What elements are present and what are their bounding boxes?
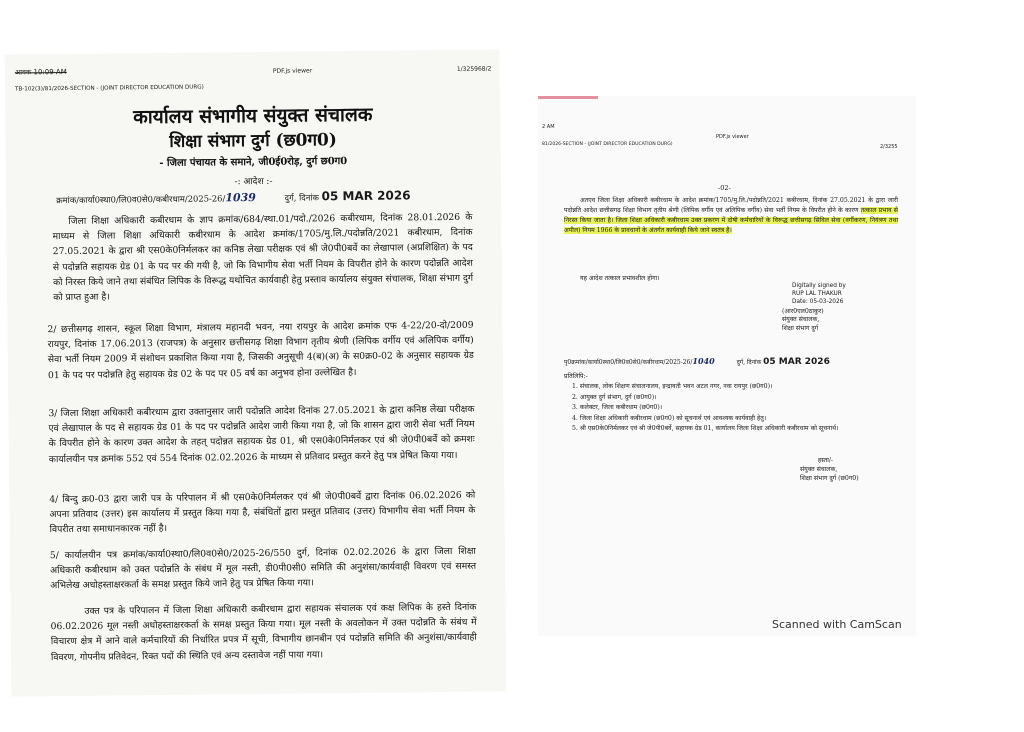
digital-sig-date: Date: 05-03-2026: [792, 299, 844, 305]
order-reference: [56, 187, 496, 206]
inward-stamp-time: आवक 10:09 AM: [14, 67, 67, 77]
paragraph-6-text: उक्त पत्र के परिपालन में जिला शिक्षा अधिकारी कबीरधाम द्वारा सहायक संचालक एवं कक्ष लिपिक के हस्ते दिनांक 06.02.2026 मूल नस्ती अधोहस्ताक्षरकर्ता के समक्ष प्रस्तुत किया गया। मूल नस्ती के अवलोकन में उक्त पदोन्नति के संबंध में विचारण क्षेत्र में आने वाले कर्मचारियों की निर्धारित प्रपत्र में सूची, विभागीय छानबीन एवं पदोन्नति समिति की अनुशंसा/कार्यवाही विवरण, गोपनीय प्रतिवेदन, रिक्त पदों की स्थिति एवं अन्य दस्तावेज नहीं पाया गया।: [50, 601, 477, 663]
paragraph-6: [50, 600, 477, 665]
paragraph-2: [47, 318, 474, 383]
paragraph-5: [50, 544, 476, 594]
scanner-watermark: Scanned with CamScan: [772, 618, 902, 631]
pdf-viewer-label: PDF.js viewer: [272, 67, 313, 75]
paragraph-5-text: 5/ कार्यालयीन पत्र क्रमांक/कार्या0स्था0/लि0व0से0/2025-26/550 दुर्ग, दिनांक 02.02.2026 के द्वारा जिला शिक्षा अधिकारी कबीरधाम को उक्त पदोन्नति के संबंध में मूल नस्ती, डी0पी0सी0 समिति की अनुशंसा/कार्यवाही विवरण एवं समस्त अभिलेख अधोहस्ताक्षरकर्ता के समक्ष प्रस्तुत किये जाने हेतु पत्र प्रेषित किया गया।: [49, 545, 477, 592]
order-ref-number: 1039: [225, 190, 256, 205]
signatory-office: शिक्षा संभाग दुर्ग: [782, 324, 819, 332]
digital-sig-label: Digitally signed by: [792, 283, 846, 289]
document-page-1: [5, 49, 507, 696]
list-item: 5. श्री एस0के0निर्मलकर एवं श्री जे0पी0बर्वे, सहायक ग्रेड 01, कार्यालय जिला शिक्षा अधिकारी कबीरधाम को सूचनार्थ।: [572, 425, 839, 432]
paragraph-3: [48, 402, 475, 467]
list-item: 3. कलेक्टर, जिला कबीरधाम (छ0ग0)।: [572, 404, 663, 411]
cancellation-highlight: तत्काल प्रभाव से निरस्त किया जाता है। जिला शिक्षा अधिकारी कबीरधाम उक्त प्रकरण में दोषी कर्मचारियों के विरूद्ध छत्तीसगढ़ सिविल सेवा (वर्गीकरण, नियंत्रण तथा अपील) नियम 1966 के प्रावधानों के अंतर्गत कार्यवाही किये जाने स्वतंत्र है।: [564, 207, 898, 234]
cancellation-paragraph: [564, 196, 898, 236]
page2-counter: 2/3255: [880, 144, 898, 150]
page2-pdf-viewer-label: PDF.js viewer: [716, 134, 749, 140]
page2-time: 2 AM: [542, 124, 555, 130]
effective-line: यह आदेश तत्काल प्रभावशील होगा।: [580, 275, 660, 282]
list-item: 2. आयुक्त दुर्ग संभाग, दुर्ग (छ0ग0)।: [572, 393, 657, 401]
list-item: 1. संचालक, लोक शिक्षण संचालनालय, इन्द्रावती भवन अटल नगर, नवा रायपुर (छ0ग0)।: [572, 383, 773, 390]
endorsement-reference: [564, 356, 914, 367]
signed-mark: हस्ता/-: [818, 457, 833, 464]
signatory-block-1: [782, 308, 912, 333]
paragraph-1: [52, 210, 473, 306]
paragraph-2-text: 2/ छत्तीसगढ़ शासन, स्कूल शिक्षा विभाग, मंत्रालय महानदी भवन, नया रायपुर के आदेश क्रमांक एफ 4-22/20-दो/2009 रायपुर, दिनांक 17.06.2013 (राजपत्र) के अनुसार छत्तीसगढ़ शिक्षा विभाग तृतीय श्रेणी (लिपिक वर्गीय एवं अलिपिक वर्गीय) सेवा भर्ती नियम 2009 में संशोधन प्रकाशित किया गया है, जिसकी अनुसूची 4(ब)(अ) के स0क्र0-02 के अनुसार सहायक ग्रेड 01 के पद पर पदोन्नति हेतु सहायक ग्रेड 02 के पद पर 05 वर्ष का अनुभव होना उल्लेखित है।: [47, 319, 474, 381]
page-counter: 1/325968/2: [456, 65, 492, 73]
signatory-designation: संयुक्त संचालक,: [782, 316, 820, 324]
signatory-block-2: [800, 456, 910, 483]
signatory2-designation: संयुक्त संचालक,: [800, 466, 838, 473]
digital-signature: [792, 282, 912, 306]
section-header: TB-102(3)/81/2026-SECTION - (JOINT DIRECTOR EDUCATION DURG): [14, 84, 204, 93]
paragraph-1-text: जिला शिक्षा अधिकारी कबीरधाम के ज्ञाप क्रमांक/684/स्था.01/पदो./2026 कबीरधाम, दिनांक 28.01.2026 के माध्यम से जिला शिक्षा अधिकारी कबीरधाम के आदेश क्रमांक/1705/मु.लि./पदोन्नति/2021 कबीरधाम, दिनांक 27.05.2021 के द्वारा श्री एस0के0निर्मलकर का कनिष्ठ लेखा परीक्षक एवं श्री जे0पी0बर्वे का लेखापाल (अप्रशिक्षित) के पद से पदोन्नति सहायक ग्रेड 01 के पद पर की गयी है, जो कि विभागीय सेवा भर्ती नियम के विपरीत होने के कारण पदोन्नति आदेश को निरस्त किये जाने तथा संबंधित लिपिक के विरूद्ध यथोचित कार्यवाही हेतु प्रस्ताव कार्यालय संयुक्त संचालक, शिक्षा संभाग दुर्ग को प्राप्त हुआ है।: [52, 211, 474, 304]
copy-to-label: प्रतिलिपि:-: [564, 373, 588, 380]
endorse-ref-number: 1040: [692, 356, 715, 366]
page-number: -02-: [718, 184, 731, 192]
signatory2-office: शिक्षा संभाग दुर्ग (छ0ग0): [800, 475, 859, 482]
copy-list: [572, 382, 892, 435]
document-page-2: [538, 96, 916, 636]
signatory-name: (आर0एल0ठाकुर): [782, 308, 824, 315]
office-title: कार्यालय संभागीय संयुक्त संचालक: [133, 103, 373, 129]
order-ref-text: क्रमांक/कार्या0स्था0/लि0व0से0/कबीरधाम/2025-26/: [56, 193, 226, 206]
paragraph-4-text: 4/ बिन्दु क्र0-03 द्वारा जारी पत्र के परिपालन में श्री एस0के0निर्मलकर एवं श्री जे0पी0बर्वे द्वारा दिनांक 06.02.2026 को अपना प्रतिवाद (उत्तर) इस कार्यालय में प्रस्तुत किया गया है, संबंधितों द्वारा प्रस्तुत प्रतिवाद (उत्तर) विभागीय सेवा भर्ती नियम के विपरीत तथा समाधानकारक नहीं है।: [49, 489, 476, 536]
order-place-date-label: दुर्ग, दिनांक: [284, 192, 320, 203]
order-heading: -: आदेश :-: [234, 176, 273, 188]
endorse-date-stamp: 05 MAR 2026: [763, 357, 830, 367]
page2-section-header: 81/2026-SECTION - (JOINT DIRECTOR EDUCATION DURG): [542, 142, 673, 147]
office-address: - जिला पंचायत के समाने, जी0ई0रोड़, दुर्ग छ0ग0: [159, 156, 348, 169]
order-date-stamp: 05 MAR 2026: [321, 188, 411, 204]
office-subtitle: शिक्षा संभाग दुर्ग (छ0ग0): [169, 130, 337, 152]
paragraph-3-text: 3/ जिला शिक्षा अधिकारी कबीरधाम द्वारा उक्तानुसार जारी पदोन्नति आदेश दिनांक 27.05.2021 के द्वारा कनिष्ठ लेखा परीक्षक एवं लेखापाल के पद से सहायक ग्रेड 01 के पद पर पदोन्नति आदेश जारी किया गया है, जो कि शासन द्वारा जारी सेवा भर्ती नियम के विपरीत होने के कारण उक्त आदेश के तहत् पदोन्नत सहायक ग्रेड 01, श्री एस0के0निर्मलकर एवं श्री जे0पी0बर्वे को क्रमशः कार्यालयीन पत्र क्रमांक 552 एवं 554 दिनांक 02.02.2026 के माध्यम से प्रतिवाद प्रस्तुत करने हेतु पत्र प्रेषित किया गया।: [48, 403, 475, 465]
list-item: 4. जिला शिक्षा अधिकारी कबीरधाम (छ0ग0) को सूचनार्थ एवं आवश्यक कार्यवाही हेतु।: [572, 414, 767, 422]
paragraph-4: [49, 488, 475, 538]
endorse-ref-text: पृ0क्रमांक/कार्या0स्था0/लि0व0से0/कबीरधाम/2025-26/: [564, 359, 693, 366]
digital-sig-name: RUP LAL THAKUR: [792, 291, 842, 297]
cancellation-text: अतएव जिला शिक्षा अधिकारी कबीरधाम के आदेश क्रमांक/1705/मु.लि./पदोन्नति/2021 कबीरधाम, दिनांक 27.05.2021 के द्वारा जारी पदोन्नति आदेश छत्तीसगढ़ शिक्षा विभाग तृतीय श्रेणी (लिपिक वर्गीय एवं अलिपिक वर्गीय) सेवा भर्ती नियम के विपरीत होने के कारण: [564, 197, 898, 214]
scan-mark: [538, 96, 598, 99]
endorse-place-date-label: दुर्ग, दिनांक: [736, 359, 762, 366]
